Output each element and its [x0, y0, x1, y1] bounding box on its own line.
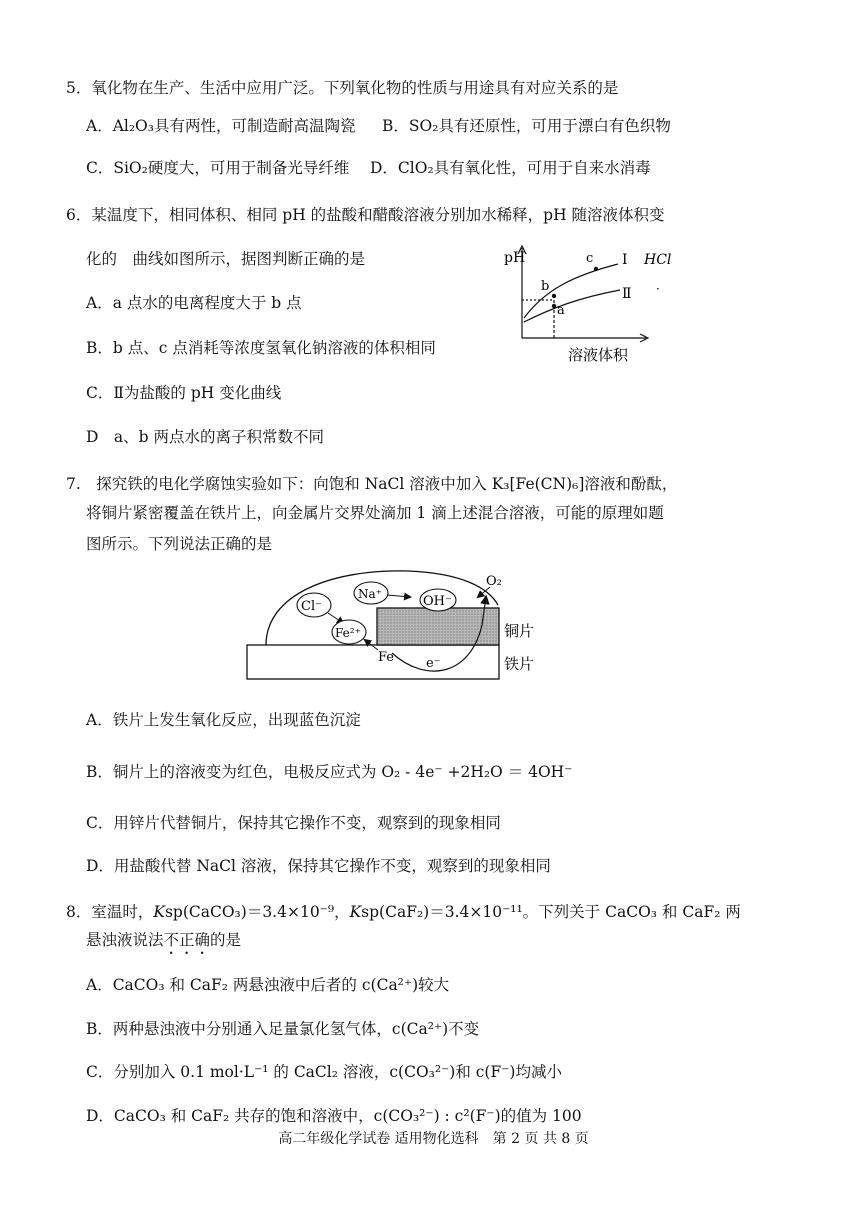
curve-i: [524, 264, 618, 318]
label-e: e⁻: [426, 656, 441, 671]
point-a: [552, 304, 556, 308]
y-axis-label: pH: [504, 250, 526, 266]
label-o2: O₂: [486, 574, 502, 589]
q8-option-b: B．两种悬浊液中分别通入足量氯化氢气体，c(Ca²⁺)不变: [86, 1020, 480, 1038]
q8-ksp2: sp(CaF₂)＝3.4×10⁻¹¹。下列关于 CaCO₃ 和 CaF₂ 两: [361, 903, 741, 921]
q5-stem: 5．氧化物在生产、生活中应用广泛。下列氧化物的性质与用途具有对应关系的是: [66, 79, 619, 97]
point-c: [594, 267, 598, 271]
label-curve-i: Ⅰ: [622, 252, 628, 268]
page-footer: 高二年级化学试卷 适用物化选科 第 2 页 共 8 页: [278, 1131, 589, 1147]
curve-ii: [524, 290, 620, 322]
q8-ksp1: sp(CaCO₃)＝3.4×10⁻⁹，: [164, 903, 350, 921]
q7-corrosion-diagram: [240, 565, 570, 690]
q8-stem2-post: 的是: [210, 931, 242, 949]
x-axis-label: 溶液体积: [568, 346, 629, 364]
q8-stem-prefix: 8．室温时，: [66, 903, 154, 921]
label-b: b: [541, 279, 550, 294]
q6-option-a: A．a 点水的电离程度大于 b 点: [86, 294, 302, 312]
label-c: c: [586, 251, 594, 266]
q6-ph-graph: [500, 238, 690, 370]
q8-ksp1-k: K: [153, 903, 165, 921]
label-fe: Fe: [378, 650, 395, 665]
point-b: [552, 294, 556, 298]
q8-option-c: C．分别加入 0.1 mol·L⁻¹ 的 CaCl₂ 溶液，c(CO₃²⁻)和 c(F⁻)均减小: [86, 1063, 562, 1081]
q8-option-a: A．CaCO₃ 和 CaF₂ 两悬浊液中后者的 c(Ca²⁺)较大: [86, 976, 450, 994]
q8-stem2-emphasis: 不正确: [163, 931, 211, 949]
q5-option-d: D．ClO₂具有氧化性，可用于自来水消毒: [370, 159, 651, 177]
label-curve-ii: Ⅱ: [622, 286, 632, 302]
q6-option-b: B．b 点、c 点消耗等浓度氢氧化钠溶液的体积相同: [86, 339, 436, 357]
q5-option-b: B．SO₂具有还原性，可用于漂白有色织物: [382, 117, 671, 135]
q5-option-a: A．Al₂O₃具有两性，可制造耐高温陶瓷: [86, 117, 356, 135]
ion-fe2: Fe²⁺: [335, 626, 361, 640]
stray-dot: ·: [656, 282, 660, 296]
q8-stem-line1: [66, 902, 741, 922]
q6-stem-line2: 化的 曲线如图所示，据图判断正确的是: [86, 250, 366, 268]
q8-option-d: D．CaCO₃ 和 CaF₂ 共存的饱和溶液中，c(CO₃²⁻) : c²(F⁻)的值为 100: [86, 1107, 582, 1125]
q7-option-c: C．用锌片代替铜片，保持其它操作不变，观察到的现象相同: [86, 814, 501, 832]
q7-option-a: A．铁片上发生氧化反应，出现蓝色沉淀: [86, 711, 361, 729]
q8-stem2-pre: 悬浊液说法: [86, 931, 164, 949]
q8-stem-line2: [86, 930, 241, 958]
label-iron: 铁片: [504, 655, 535, 673]
ion-oh: OH⁻: [423, 594, 452, 609]
q8-ksp2-k: K: [349, 903, 362, 921]
q6-stem-line1: 6．某温度下，相同体积、相同 pH 的盐酸和醋酸溶液分别加水稀释，pH 随溶液体积变: [66, 206, 665, 224]
ion-na: Na⁺: [358, 587, 382, 601]
copper-sheet: [377, 608, 499, 645]
q6-option-c: C．Ⅱ为盐酸的 pH 变化曲线: [86, 384, 282, 402]
label-a: a: [557, 303, 565, 318]
q6-option-d: D a、b 两点水的离子积常数不同: [86, 428, 325, 446]
ion-cl: Cl⁻: [301, 599, 322, 614]
q7-stem-line1: 7. 探究铁的电化学腐蚀实验如下：向饱和 NaCl 溶液中加入 K₃[Fe(CN)₆]溶液和酚酞，: [66, 475, 678, 493]
q7-stem-line2: 将铜片紧密覆盖在铁片上，向金属片交界处滴加 1 滴上述混合溶液，可能的原理如题: [86, 504, 664, 522]
q5-option-c: C．SiO₂硬度大，可用于制备光导纤维: [86, 159, 350, 177]
handwritten-hcl: HCl: [644, 252, 672, 268]
q7-stem-line3: 图所示。下列说法正确的是: [86, 535, 273, 553]
q7-option-d: D．用盐酸代替 NaCl 溶液，保持其它操作不变，观察到的现象相同: [86, 857, 551, 875]
label-copper: 铜片: [504, 622, 535, 640]
q7-option-b: B．铜片上的溶液变为红色，电极反应式为 O₂ - 4e⁻ +2H₂O ＝ 4OH⁻: [86, 763, 573, 781]
